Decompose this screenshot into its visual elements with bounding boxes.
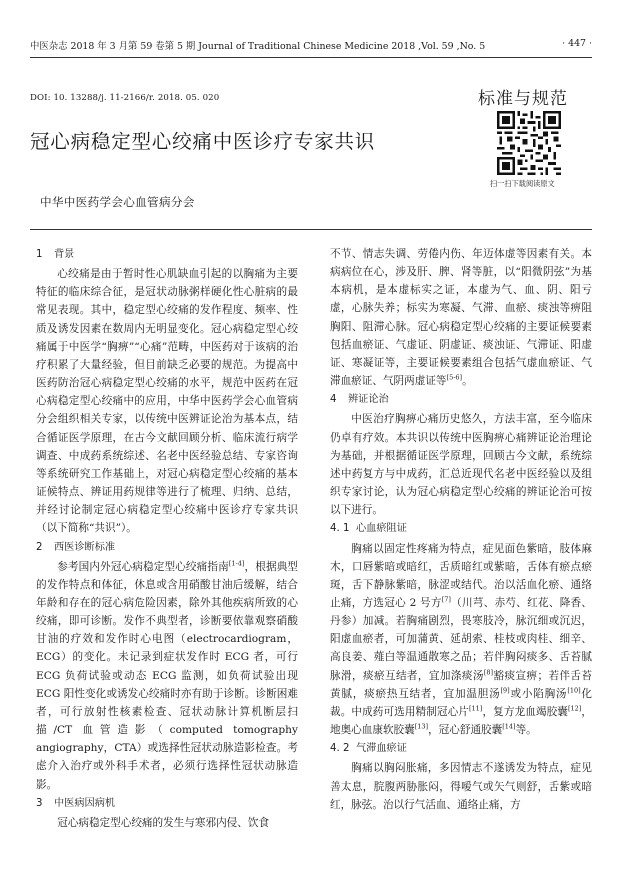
left-column	[36, 245, 298, 832]
paragraph: 冠心病稳定型心绞痛的发生与寒邪内侵、饮食	[57, 816, 270, 829]
author: 中华中医药学会心血管病分会	[40, 195, 195, 209]
section-heading: 3 中医病因病机	[36, 797, 116, 809]
paragraph: 中医治疗胸痹心痛历史悠久，方法丰富，至今临床仍卓有疗效。本共识以传统中医胸痹心痛辨证论治理论为基础，并根据循证医学原理，回顾古今文献，系统综述中药复方与中成药，汇总近现代名老中医经验以及组织专家讨论，认为冠心病稳定型心绞痛的辨证论治可按以下进行。	[330, 413, 592, 517]
citation: [8]	[483, 668, 494, 677]
citation: [14]	[502, 722, 516, 731]
running-header	[30, 38, 592, 52]
citation: [12]	[567, 704, 582, 713]
section-heading: 4 辨证论治	[330, 394, 389, 406]
citation: [10]	[567, 686, 581, 695]
subsection-heading: 4. 2 气滞血瘀证	[330, 743, 407, 755]
author-rule	[30, 229, 592, 230]
section-label: 标准与规范	[478, 89, 568, 109]
section-heading: 1 背景	[36, 249, 75, 260]
paragraph: 胸痛以固定性疼痛为特点，症见面色紫暗，肢体麻木，口唇紫暗或暗红，舌质暗红或紫暗，舌体有瘀点瘀斑，舌下静脉紫暗，脉涩或结代。治以活血化瘀、通络止痛，方选冠心 2 号方[7]（川芎、赤芍、红花、降香、丹参）加减。若胸痛剧烈，畏寒肢冷，脉沉细或沉迟，阳虚血瘀者，可加蒲黄、延胡索、桂枝或肉桂、细辛、高良姜、薤白等温通散寒之品；若伴胸闷痰多、舌苔腻脉滑，痰瘀互结者，宜加涤痰汤[8]豁痰宣痹；若伴舌苔黄腻，痰瘀热互结者，宜加温胆汤[9]或小陷胸汤[10]化裁。中成药可选用精制冠心片[11]，复方龙血竭胶囊[12]，地奥心血康软胶囊[13]，冠心舒通胶囊[14]等。	[330, 542, 593, 737]
paragraph: 参考国内外冠心病稳定型心绞痛指南[1-4]，根据典型的发作特点和体征，休息或含用硝酸甘油后缓解，结合年龄和存在的冠心病危险因素，除外其他疾病所致的心绞痛，即可诊断。发作不典型者，诊断要依靠观察硝酸甘油的疗效和发作时心电图（electrocardiogram，ECG）的变化。未记录到症状发作时 ECG 者，可行 ECG 负荷试验或动态 ECG 监测，如负荷试验出现 ECG 阳性变化或诱发心绞痛时亦有助于诊断。诊断困难者，可行放射性核素检查、冠状动脉计算机断层扫描/CT 血管造影（computed tomography angiography，CTA）或选择性冠状动脉造影检查。考虑介入治疗或外科手术者，必须行选择性冠状动脉造影。	[36, 559, 299, 791]
qr-code-icon	[497, 111, 561, 175]
doi: DOI: 10. 13288/j. 11-2166/r. 2018. 05. 020	[30, 93, 220, 103]
right-column	[330, 245, 592, 814]
paragraph: 胸痛以胸闷胀痛，多因情志不遂诱发为特点，症见善太息，脘腹两胁胀闷，得嗳气或矢气则舒，舌紫或暗红，脉弦。治以行气活血、通络止痛，方	[330, 762, 592, 811]
citation: [9]	[500, 686, 510, 695]
citation: [5-6]	[446, 373, 463, 382]
citation: [1-4]	[228, 559, 245, 568]
qr-caption: 扫一扫下载阅读原文	[490, 179, 555, 188]
citation: [13]	[414, 722, 429, 731]
article-title: 冠心病稳定型心绞痛中医诊疗专家共识	[30, 130, 376, 153]
citation: [11]	[469, 704, 483, 713]
citation: [7]	[441, 595, 451, 604]
subsection-heading: 4. 1 心血瘀阻证	[330, 523, 407, 535]
paragraph: 不节、情志失调、劳倦内伤、年迈体虚等因素有关。本病病位在心，涉及肝、脾、肾等脏，以“阳微阴弦”为基本病机，是本虚标实之证，本虚为气、血、阴、阳亏虚，心脉失养；标实为寒凝、气滞、血瘀、痰浊等痹阻胸阳、阻滞心脉。冠心病稳定型心绞痛的主要证候要素包括血瘀证、气虚证、阴虚证、痰浊证、气滞证、阳虚证、寒凝证等，主要证候要素组合包括气虚血瘀证、气滞血瘀证、气阴两虚证等[5-6]。	[330, 248, 592, 388]
section-heading: 2 西医诊断标准	[36, 541, 116, 553]
page-number: · 447 ·	[562, 38, 592, 49]
journal-citation: 中医杂志 2018 年 3 月第 59 卷第 5 期 Journal of Traditional Chinese Medicine 2018 ,Vol. 59 ,No. 5	[30, 41, 486, 52]
paragraph: 心绞痛是由于暂时性心肌缺血引起的以胸痛为主要特征的临床综合征，是冠状动脉粥样硬化性心脏病的最常见表现。其中，稳定型心绞痛的发作程度、频率、性质及诱发因素在数周内无明显变化。冠心病稳定型心绞痛属于中医学“胸痹”“心痛”范畴，中医药对于该病的治疗积累了大量经验，但目前缺乏必要的规范。为提高中医药防治冠心病稳定型心绞痛的水平，规范中医药在冠心病稳定型心绞痛中的应用，中华中医药学会心血管病分会组织相关专家，以传统中医辨证论治为基本点，结合循证医学原理，在古今文献回顾分析、临床流行病学调查、中成药系统综述、名老中医经验总结、专家咨询等系统研究工作基础上，对冠心病稳定型心绞痛的基本证候特点、辨证用药规律等进行了梳理、归纳、总结，并经讨论制定冠心病稳定型心绞痛中医诊疗专家共识（以下简称“共识”）。	[36, 268, 298, 535]
header-rule	[30, 57, 592, 58]
